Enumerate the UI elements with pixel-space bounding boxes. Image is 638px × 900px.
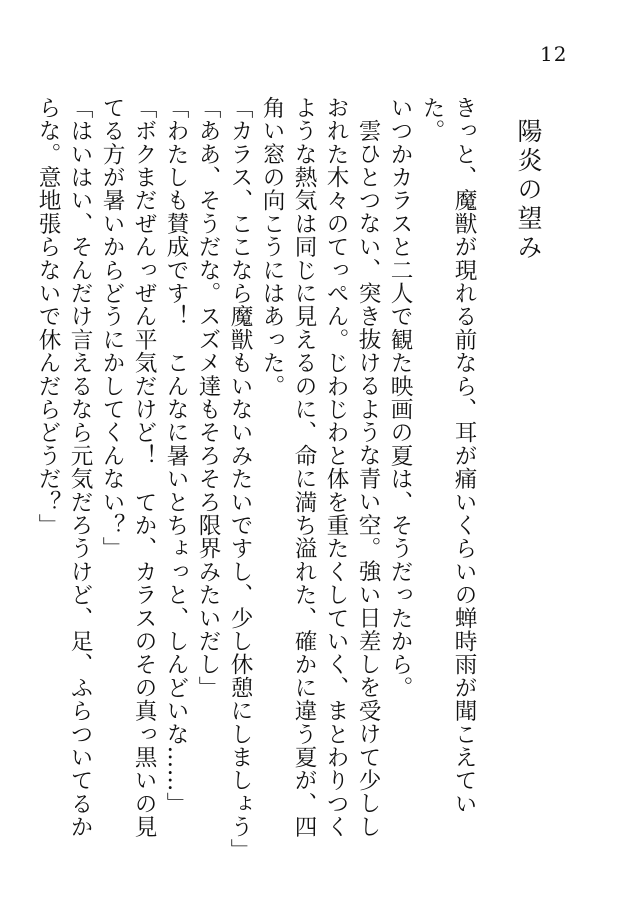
paragraph: 雲ひとつない、突き抜けるような青い空。強い日差しを受けて少ししおれた木々のてっぺん。じわじわと体を重たくしていく、まとわりつくような熱気は同じに見えるのに、命に満ち溢れた、確かに違う夏が、四角い窓の向こうにはあった。 bbox=[259, 96, 381, 839]
paragraph: きっと、魔獣が現れる前なら、耳が痛いくらいの蝉時雨が聞こえていた。 bbox=[419, 96, 477, 816]
chapter-title: 陽炎の望み bbox=[514, 118, 543, 263]
dialogue-line: 「わたしも賛成です！ こんなに暑いとちょっと、しんどいな……」 bbox=[163, 96, 189, 816]
dialogue-line: 「ああ、そうだな。スズメ達もそろそろ限界みたいだし」 bbox=[195, 96, 221, 700]
body-text bbox=[35, 96, 480, 862]
page-number: 12 bbox=[540, 42, 568, 66]
dialogue-line: 「はいはい、そんだけ言えるなら元気だろうけど、足、ふらついてるからな。意地張らないで休んだらどうだ？」 bbox=[35, 96, 93, 839]
dialogue-line: 「カラス、ここなら魔獣もいないみたいですし、少し休憩にしましょう」 bbox=[227, 96, 253, 862]
paragraph: いつかカラスと二人で観た映画の夏は、そうだったから。 bbox=[387, 96, 413, 700]
dialogue-line: 「ボクまだぜんっぜん平気だけど！ てか、カラスのその真っ黒いの見てる方が暑いからどうにかしてくんない？」 bbox=[99, 96, 157, 839]
